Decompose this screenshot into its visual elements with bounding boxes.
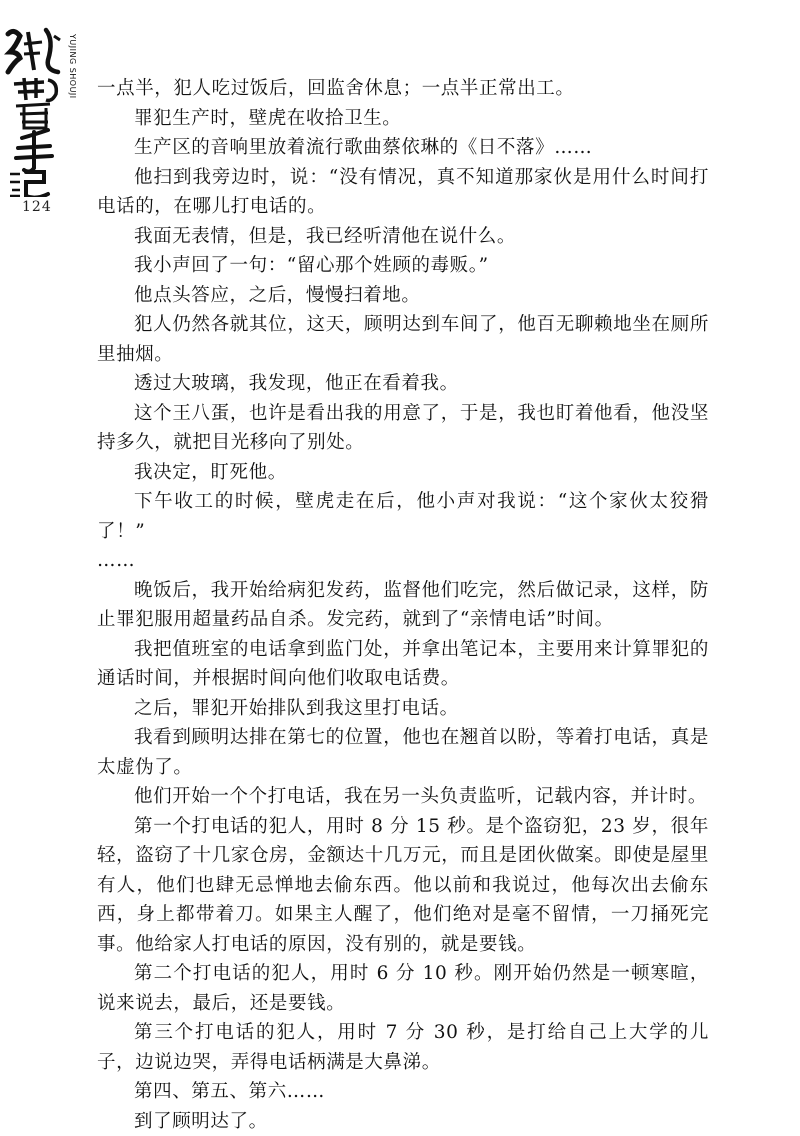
paragraph: 下午收工的时候，壁虎走在后，他小声对我说：“这个家伙太狡猾了！”	[97, 487, 709, 546]
paragraph: 之后，罪犯开始排队到我这里打电话。	[97, 694, 709, 724]
paragraph: 第四、第五、第六……	[97, 1077, 709, 1107]
ellipsis-break: ……	[97, 546, 709, 576]
book-title-logo	[4, 22, 86, 197]
paragraph: 我把值班室的电话拿到监门处，并拿出笔记本，主要用来计算罪犯的通话时间，并根据时间向他们收取电话费。	[97, 635, 709, 694]
title-romanization: YUJING SHOUJI	[68, 33, 77, 99]
page-number: 124	[22, 199, 52, 215]
paragraph: 他们开始一个个打电话，我在另一头负责监听，记载内容，并计时。	[97, 782, 709, 812]
paragraph: 罪犯生产时，壁虎在收拾卫生。	[97, 104, 709, 134]
paragraph: 我小声回了一句：“留心那个姓顾的毒贩。”	[97, 251, 709, 281]
paragraph: 到了顾明达了。	[97, 1107, 709, 1136]
paragraph: 一点半，犯人吃过饭后，回监舍休息；一点半正常出工。	[97, 74, 709, 104]
title-brush-strokes	[8, 30, 60, 197]
paragraph: 这个王八蛋，也许是看出我的用意了，于是，我也盯着他看，他没坚持多久，就把目光移向了别处。	[97, 399, 709, 458]
paragraph: 我看到顾明达排在第七的位置，他也在翘首以盼，等着打电话，真是太虚伪了。	[97, 723, 709, 782]
paragraph: 生产区的音响里放着流行歌曲蔡依琳的《日不落》……	[97, 133, 709, 163]
paragraph: 第一个打电话的犯人，用时 8 分 15 秒。是个盗窃犯，23 岁，很年轻，盗窃了十几家仓房，金额达十几万元，而且是团伙做案。即使是屋里有人，他们也肆无忌惮地去偷东西。他以前和我说过，他每次出去偷东西，身上都带着刀。如果主人醒了，他们绝对是毫不留情，一刀捅死完事。他给家人打电话的原因，没有别的，就是要钱。	[97, 812, 709, 960]
paragraph: 我面无表情，但是，我已经听清他在说什么。	[97, 222, 709, 252]
paragraph: 晚饭后，我开始给病犯发药，监督他们吃完，然后做记录，这样，防止罪犯服用超量药品自杀。发完药，就到了“亲情电话”时间。	[97, 576, 709, 635]
paragraph: 透过大玻璃，我发现，他正在看着我。	[97, 369, 709, 399]
paragraph: 犯人仍然各就其位，这天，顾明达到车间了，他百无聊赖地坐在厕所里抽烟。	[97, 310, 709, 369]
paragraph: 第二个打电话的犯人，用时 6 分 10 秒。刚开始仍然是一顿寒暄，说来说去，最后，还是要钱。	[97, 959, 709, 1018]
paragraph: 我决定，盯死他。	[97, 458, 709, 488]
text-body	[97, 74, 709, 1136]
brush-calligraphy-title	[4, 22, 86, 197]
paragraph: 第三个打电话的犯人，用时 7 分 30 秒，是打给自己上大学的儿子，边说边哭，弄得电话柄满是大鼻涕。	[97, 1018, 709, 1077]
paragraph: 他点头答应，之后，慢慢扫着地。	[97, 281, 709, 311]
paragraph: 他扫到我旁边时，说：“没有情况，真不知道那家伙是用什么时间打电话的，在哪儿打电话的。	[97, 163, 709, 222]
